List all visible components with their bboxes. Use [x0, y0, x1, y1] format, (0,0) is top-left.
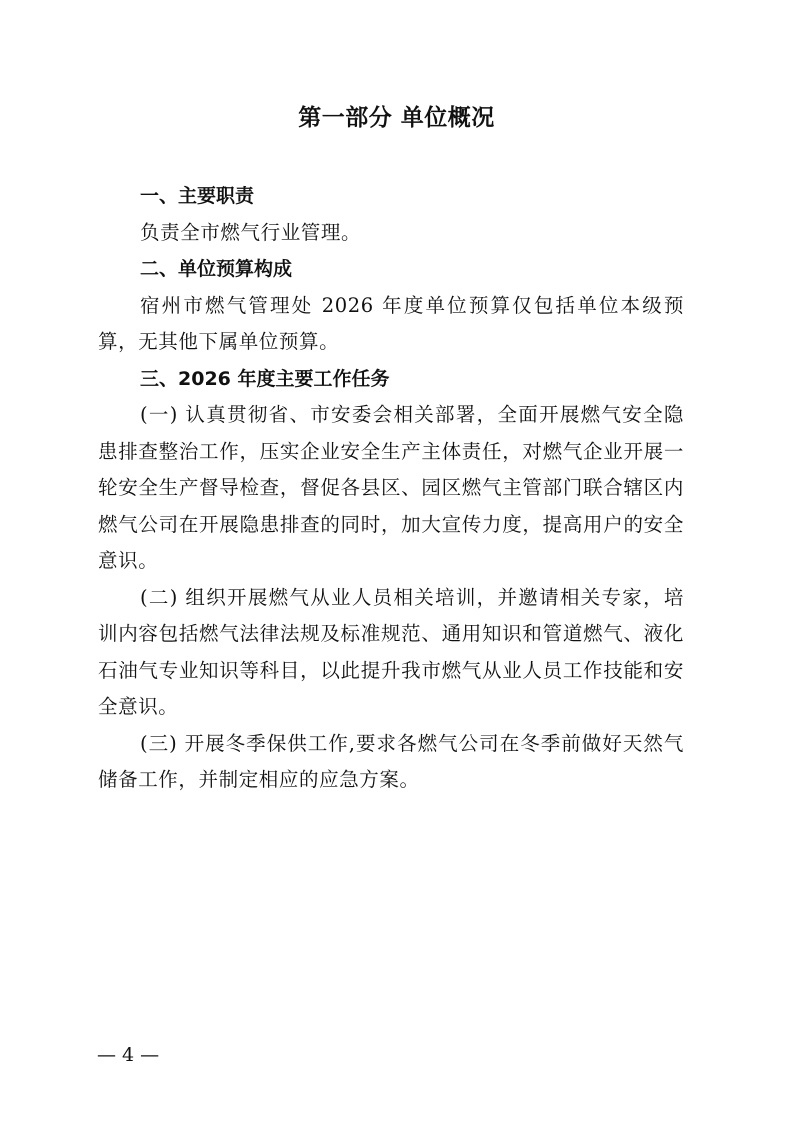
- body-paragraph: (三) 开展冬季保供工作,要求各燃气公司在冬季前做好天然气储备工作，并制定相应的应急方案。: [98, 731, 684, 791]
- section-heading: 三、2026 年度主要工作任务: [140, 367, 390, 390]
- body-paragraph: (二) 组织开展燃气从业人员相关培训，并邀请相关专家，培训内容包括燃气法律法规及标准规范、通用知识和管道燃气、液化石油气专业知识等科目，以此提升我市燃气从业人员工作技能和安全意识。: [98, 585, 684, 718]
- body-paragraph: 宿州市燃气管理处 2026 年度单位预算仅包括单位本级预算，无其他下属单位预算。: [98, 293, 684, 353]
- page-title: 第一部分 单位概况: [298, 104, 495, 131]
- section-main-duties: [98, 178, 684, 251]
- body-paragraph: (一) 认真贯彻省、市安委会相关部署，全面开展燃气安全隐患排查整治工作，压实企业安全生产主体责任，对燃气企业开展一轮安全生产督导检查，督促各县区、园区燃气主管部门联合辖区内燃气公司在开展隐患排查的同时，加大宣传力度，提高用户的安全意识。: [98, 403, 684, 572]
- section-work-tasks: [98, 361, 684, 799]
- document-body: [98, 178, 684, 799]
- section-heading: 一、主要职责: [140, 185, 255, 207]
- section-heading: 二、单位预算构成: [140, 258, 293, 280]
- page-number: — 4 —: [97, 1044, 160, 1066]
- section-budget-composition: [98, 251, 684, 361]
- body-paragraph: 负责全市燃气行业管理。: [140, 220, 362, 244]
